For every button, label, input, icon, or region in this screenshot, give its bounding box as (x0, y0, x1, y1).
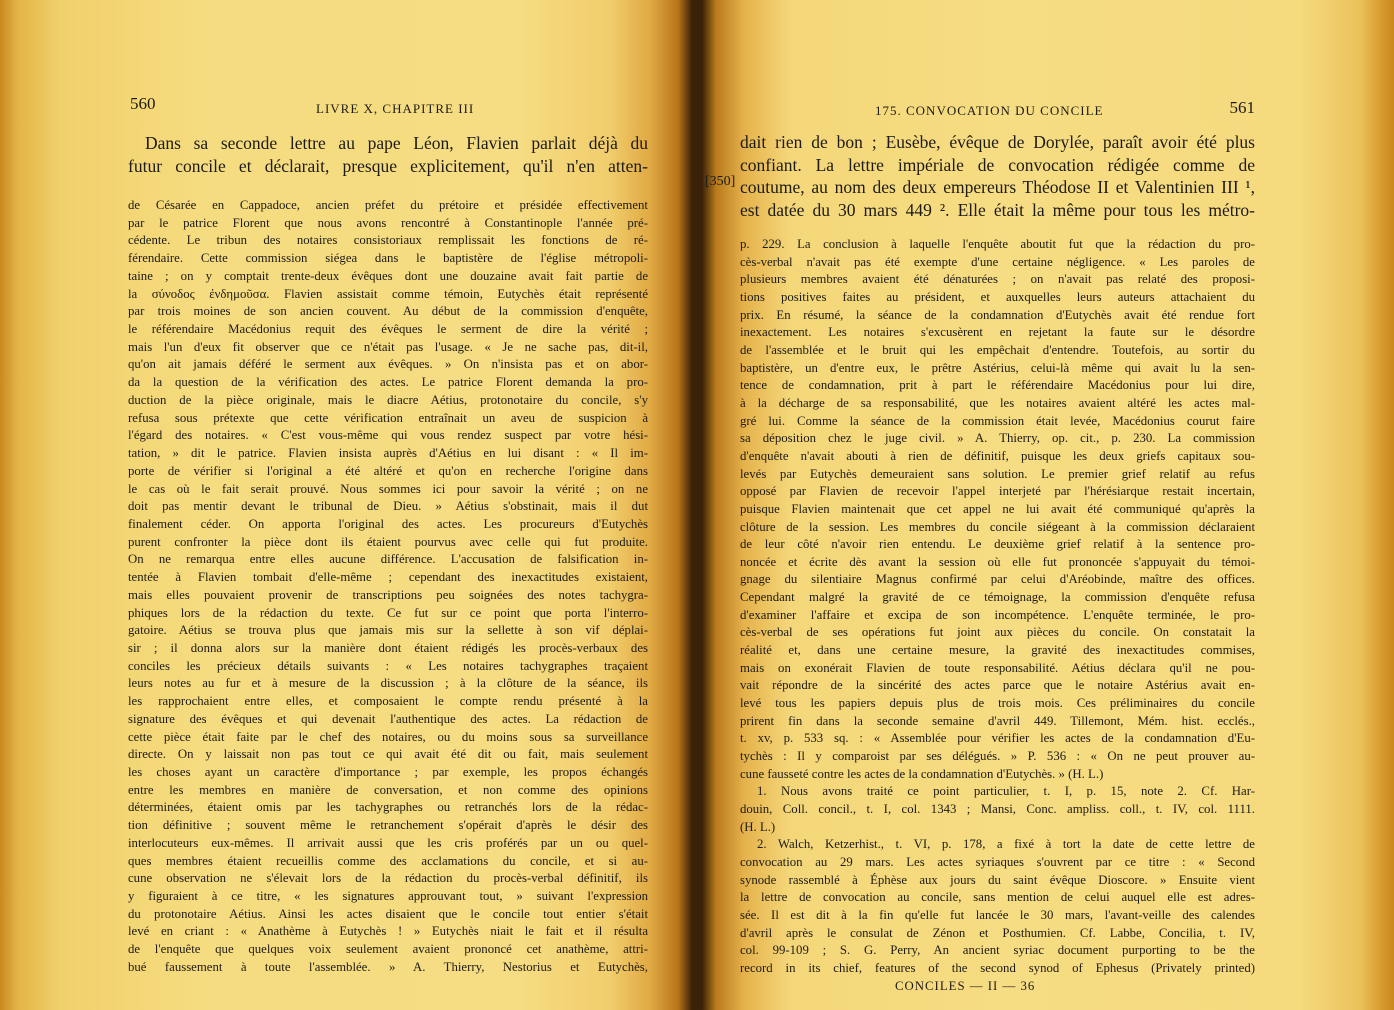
footnote-line: gnage du silentiaire Magnus confirmé par celui d'Aréobinde, maître des offices. (740, 572, 1255, 587)
text-line: Dans sa seconde lettre au pape Léon, Flavien parlait déjà du (145, 133, 648, 153)
footnote-line: par le patrice Florent que nous avons rencontré à Constantinople l'année pré- (128, 215, 648, 230)
footnote-line: col. 99-109 ; S. G. Perry, An ancient syriac document purporting to be the (740, 943, 1255, 958)
footnote-line: purent confronter la pièce dont ils étaient pourvus avec celle qui fut produite. (128, 534, 648, 549)
footnote-line: duction de la pièce originale, mais le diacre Aétius, protonotaire du concile, s'y (128, 392, 648, 407)
footnote-line: tychès : Il y comparoist par ses délégués. » P. 536 : « On ne peut prouver au- (740, 749, 1255, 764)
footnote-line: le cas où le fait serait prouvé. Nous sommes ici pour savoir la vérité ; on ne (128, 481, 648, 496)
footnote-line: de leur côté n'avoir rien entendu. Le deuxième grief relatif à la sentence pro- (740, 537, 1255, 552)
right-page (705, 0, 1255, 1010)
footnote-line: y figuraient à ce titre, « les signatures approuvant tout, » suivant l'expression (128, 889, 648, 904)
text-line: futur concile et déclarait, presque explicitement, qu'il n'en atten- (128, 155, 648, 176)
footnote-line: record in its chief, features of the second synod of Ephesus (Privately printed) (740, 960, 1255, 975)
text-line: confiant. La lettre impériale de convocation rédigée comme de (740, 154, 1255, 175)
page-number: 561 (1229, 98, 1255, 117)
footnote-line: Cependant malgré la gravité de ce témoignage, la commission d'enquête refusa (740, 590, 1255, 605)
footnote-line: inexactement. Les notaires s'excusèrent en rejetant la faute sur le désordre (740, 325, 1255, 340)
footnote-line: finalement céder. On apporta l'original des actes. Les procureurs d'Eutychès (128, 516, 648, 531)
footnote-line: de Césarée en Cappadoce, ancien préfet du prétoire et présidée effectivement (128, 198, 648, 212)
footnote-line: levé tous les papiers depuis plus de trois mois. Ces préliminaires du concile (740, 696, 1255, 711)
footnote-line: directe. On y laissait non pas tout ce qui avait été dit ou fait, mais seulement (128, 747, 648, 762)
footnote-line: cès-verbal de ses opérations fut joint aux pièces du concile. On constatait la (740, 625, 1255, 640)
footnote-line: la lettre de convocation au concile, sans mention de celui auquel elle est adres- (740, 890, 1255, 905)
page-number: 560 (130, 94, 156, 113)
footnote-line: interlocuteurs eux-mêmes. Il arrivait aussi que les cris proférés par un ou quel- (128, 835, 648, 850)
footnote-line: leurs notes au fur et à mesure de la discussion ; à la clôture de la séance, ils (128, 676, 648, 691)
margin-reference: [350] (705, 174, 736, 189)
footnote-line: qu'on ait jamais déféré le serment aux évêques. » On n'insista pas et on abor- (128, 357, 648, 372)
footnote-line: mais l'un d'eux fit observer que ce n'était pas l'usage. « Je ne sache pas, dit-il, (128, 339, 648, 354)
footnote-line: refusa sous prétexte que cette vérification entraînait un aveu de suspicion à (128, 410, 648, 425)
footnote-line: gatoire. Aétius se trouva plus que jamais mis sur la sellette à son vif déplai- (128, 623, 648, 638)
footnote-line: à la décharge de sa responsabilité, que les notaires avaient altéré les actes mal- (740, 395, 1255, 410)
footnote-line: la σύνοδος ἐνδημοῦσα. Flavien assistait comme témoin, Eutychès était représenté (128, 286, 648, 301)
main-text (740, 131, 1255, 221)
footnote-line: du protonotaire Aétius. Ainsi les actes disaient que le concile tout entier s'était (128, 906, 648, 921)
footnote-line: douin, Coll. concil., t. I, col. 1343 ; Mansi, Conc. ampliss. coll., t. IV, col. 1111. (740, 802, 1255, 816)
footnote-line: levés par Eutychès demeuraient sans solution. Le premier grief relatif au refus (740, 466, 1255, 481)
footnote-line: l'égard des notaires. « C'est vous-même qui vous rendez suspect par votre hési- (128, 428, 648, 443)
footnote-line: clôture de la session. Les membres du concile siégeant à la commission déclaraient (740, 519, 1255, 534)
footnote-line: déterminées, étaient omis par les tachygraphes ou retranchés lors de la rédac- (128, 800, 648, 815)
text-line: est datée du 30 mars 449 ². Elle était la même pour tous les métro- (740, 199, 1255, 220)
footnote-line: signature des évêques et qui devenait l'authentique des actes. La rédaction de (128, 711, 648, 726)
text-line: dait rien de bon ; Eusèbe, évêque de Dorylée, paraît avoir été plus (740, 132, 1255, 152)
footnote-line: puisque Flavien maintenait que cet appel ne lui avait été communiqué qu'après la (740, 501, 1255, 516)
footnote-line: sa déposition chez le juge civil. » A. Thierry, op. cit., p. 230. La commission (740, 431, 1255, 446)
footnote-line: cédente. Le tribun des notaires consistoriaux remplissait les fonctions de ré- (128, 233, 648, 248)
footnote-line: les choses ayant un caractère d'importance ; par exemple, les propos échangés (128, 765, 648, 779)
footnote-line: cune observation ne s'élevait lors de la rédaction du procès-verbal définitif, ils (128, 871, 648, 886)
running-title: LIVRE X, CHAPITRE III (316, 101, 475, 116)
footnote-line: d'avril après le consulat de Zénon et Posthumien. Cf. Labbe, Concilia, t. IV, (740, 925, 1255, 940)
footnote-line: les rapprochaient entre elles, et composaient le compte rendu présenté à la (128, 694, 648, 709)
footnote-line: entre les membres en manière de conversation, et non comme des opinions (128, 782, 648, 797)
main-text (128, 132, 648, 177)
footnote-line: tence de condamnation, prit à part le référendaire Macédonius pour lui dire, (740, 378, 1255, 393)
footnote-line: sir ; il donna alors sur la manière dont étaient rédigés les procès-verbaux des (128, 640, 648, 655)
footnote-line: conciles les précieux détails suivants : « Les notaires tachygraphes traçaient (128, 658, 648, 673)
footnote-line: réalité et, dans une certaine mesure, la gravité des inexactitudes commises, (740, 643, 1255, 658)
footnote-line: de l'assemblée et le bruit qui les empêchait d'entendre. Toutefois, au sortir du (740, 342, 1255, 357)
footnote-line: bué faussement à toute l'assemblée. » A. Thierry, Nestorius et Eutychès, (128, 959, 648, 974)
footnote-line: baptistère, un d'entre eux, le prêtre Astérius, celui-là même qui avait lu la sen- (740, 360, 1255, 375)
footnote-line: t. xv, p. 533 sq. : « Assemblée pour vérifier les actes de la condamnation d'Eu- (740, 731, 1255, 746)
footnote-line: tation, » dit le patrice. Flavien insista auprès d'Aétius en lui disant : « Il im- (128, 446, 648, 461)
footnote-line: taine ; on y comptait trente-deux évêques dont une douzaine avait fait partie de (128, 268, 648, 283)
footnote-line: 2. Walch, Ketzerhist., t. VI, p. 178, a fixé à tort la date de cette lettre de (757, 837, 1255, 852)
footnote-line: cette pièce était faite par le chef des notaires, ou du moins sous sa surveillance (128, 729, 648, 744)
footnote-line: mais on exonérait Flavien de toute responsabilité. Aétius déclara qu'il ne pou- (740, 660, 1255, 675)
footnote-line: cune fausseté contre les actes de la condamnation d'Eutychès. » (H. L.) (740, 766, 1104, 781)
footnote-line: ques membres étaient recueillis comme des acclamations du concile, et si au- (128, 853, 648, 868)
footnote-line: vait répondre de la sincérité des actes parce que le notaire Astérius avait en- (740, 678, 1255, 693)
footnote-line: tentée à Flavien tombait d'elle-même ; cependant des inexactitudes existaient, (128, 570, 648, 585)
running-title: 175. CONVOCATION DU CONCILE (875, 103, 1104, 118)
footnote-line: p. 229. La conclusion à laquelle l'enquête aboutit fut que la rédaction du pro- (740, 237, 1255, 251)
footnote-line: par trois moines de son ancien couvent. Au début de la commission d'enquête, (128, 304, 648, 319)
footnote-line: plusieurs membres avaient été dénaturées ; on n'avait pas relaté des proposi- (740, 272, 1255, 287)
footnote-line: d'examiner l'affaire et excipa de son incompétence. L'enquête terminée, le pro- (740, 607, 1255, 622)
footnote-line: tion définitive ; souvent même le retranchement s'opérait d'après le désir des (128, 818, 648, 833)
footnote-line: tions positives faites au président, et auxquelles leurs auteurs attachaient du (740, 289, 1255, 304)
footnotes (128, 197, 648, 977)
footnote-line: doit pas mentir devant le tribunal de Dieu. » Aétius s'obstinait, mais il dut (128, 499, 648, 514)
footnotes (740, 236, 1255, 995)
footnote-line: prix. En résumé, la séance de la condamnation d'Eutychès avait été rendue fort (740, 307, 1255, 322)
footnote-line: da la question de la vérification des actes. Le patrice Florent demanda la pro- (128, 375, 648, 390)
footnote-line: On ne remarqua entre elles aucune différence. L'accusation de falsification in- (128, 552, 648, 567)
footnote-line: mais elles pouvaient provenir de transcriptions peu soignées des notes tachygra- (128, 587, 648, 602)
footnote-line: gré lui. Comme la séance de la commission était levée, Macédonius courut faire (740, 413, 1255, 428)
footnote-line: d'enquête n'avait abouti à rien de définitif, puisque les deux griefs capitaux sou- (740, 448, 1255, 463)
footnote-line: convocation au 29 mars. Les actes syriaques s'ouvrent par ce titre : « Second (740, 854, 1255, 869)
footnote-line: 1. Nous avons traité ce point particulier, t. I, p. 15, note 2. Cf. Har- (757, 784, 1255, 799)
footnote-line: de l'enquête que quelques voix seulement avaient prononcé cet anathème, attri- (128, 942, 648, 957)
footnote-line: synode rassemblé à Éphèse aux jours du saint évêque Dioscore. » Ensuite vient (740, 872, 1255, 887)
footnote-line: sée. Il est dit à la fin qu'elle fut lancée le 30 mars, l'avant-veille des calendes (740, 907, 1255, 922)
text-line: coutume, au nom des deux empereurs Théodose II et Valentinien III ¹, (740, 177, 1255, 197)
left-page (128, 0, 648, 1010)
footnote-line: levé en criant : « Anathème à Eutychès ! » Eutychès niait le fait et il résulta (128, 924, 648, 939)
footnote-line: le référendaire Macédonius requit des évêques le serment de dire la vérité ; (128, 322, 648, 337)
footnote-line: cès-verbal n'avait pas été exempte d'une certaine négligence. « Les paroles de (740, 254, 1255, 269)
footnote-line: noncée et écrite dès avant la session où elle fut prononcée s'appuyait du témoi- (740, 554, 1255, 569)
footnote-line: opposé par Flavien de recevoir l'appel interjeté par l'hérésiarque restait incertain, (740, 484, 1255, 499)
footnote-line: prirent fin dans la seconde semaine d'avril 449. Tillemont, Mém. hist. ecclés., (740, 713, 1255, 728)
footnote-line: phiques lors de la rédaction du texte. Ce fut sur ce point que porta l'interro- (128, 605, 648, 620)
footnote-line: férendaire. Cette commission siégea dans le baptistère de l'église métropoli- (128, 251, 648, 266)
footnote-line: (H. L.) (740, 819, 776, 834)
footnote-line: porte de vérifier si l'original a été altéré et qu'on en recherche l'origine dans (128, 463, 648, 478)
signature-mark: CONCILES — II — 36 (895, 978, 1036, 993)
